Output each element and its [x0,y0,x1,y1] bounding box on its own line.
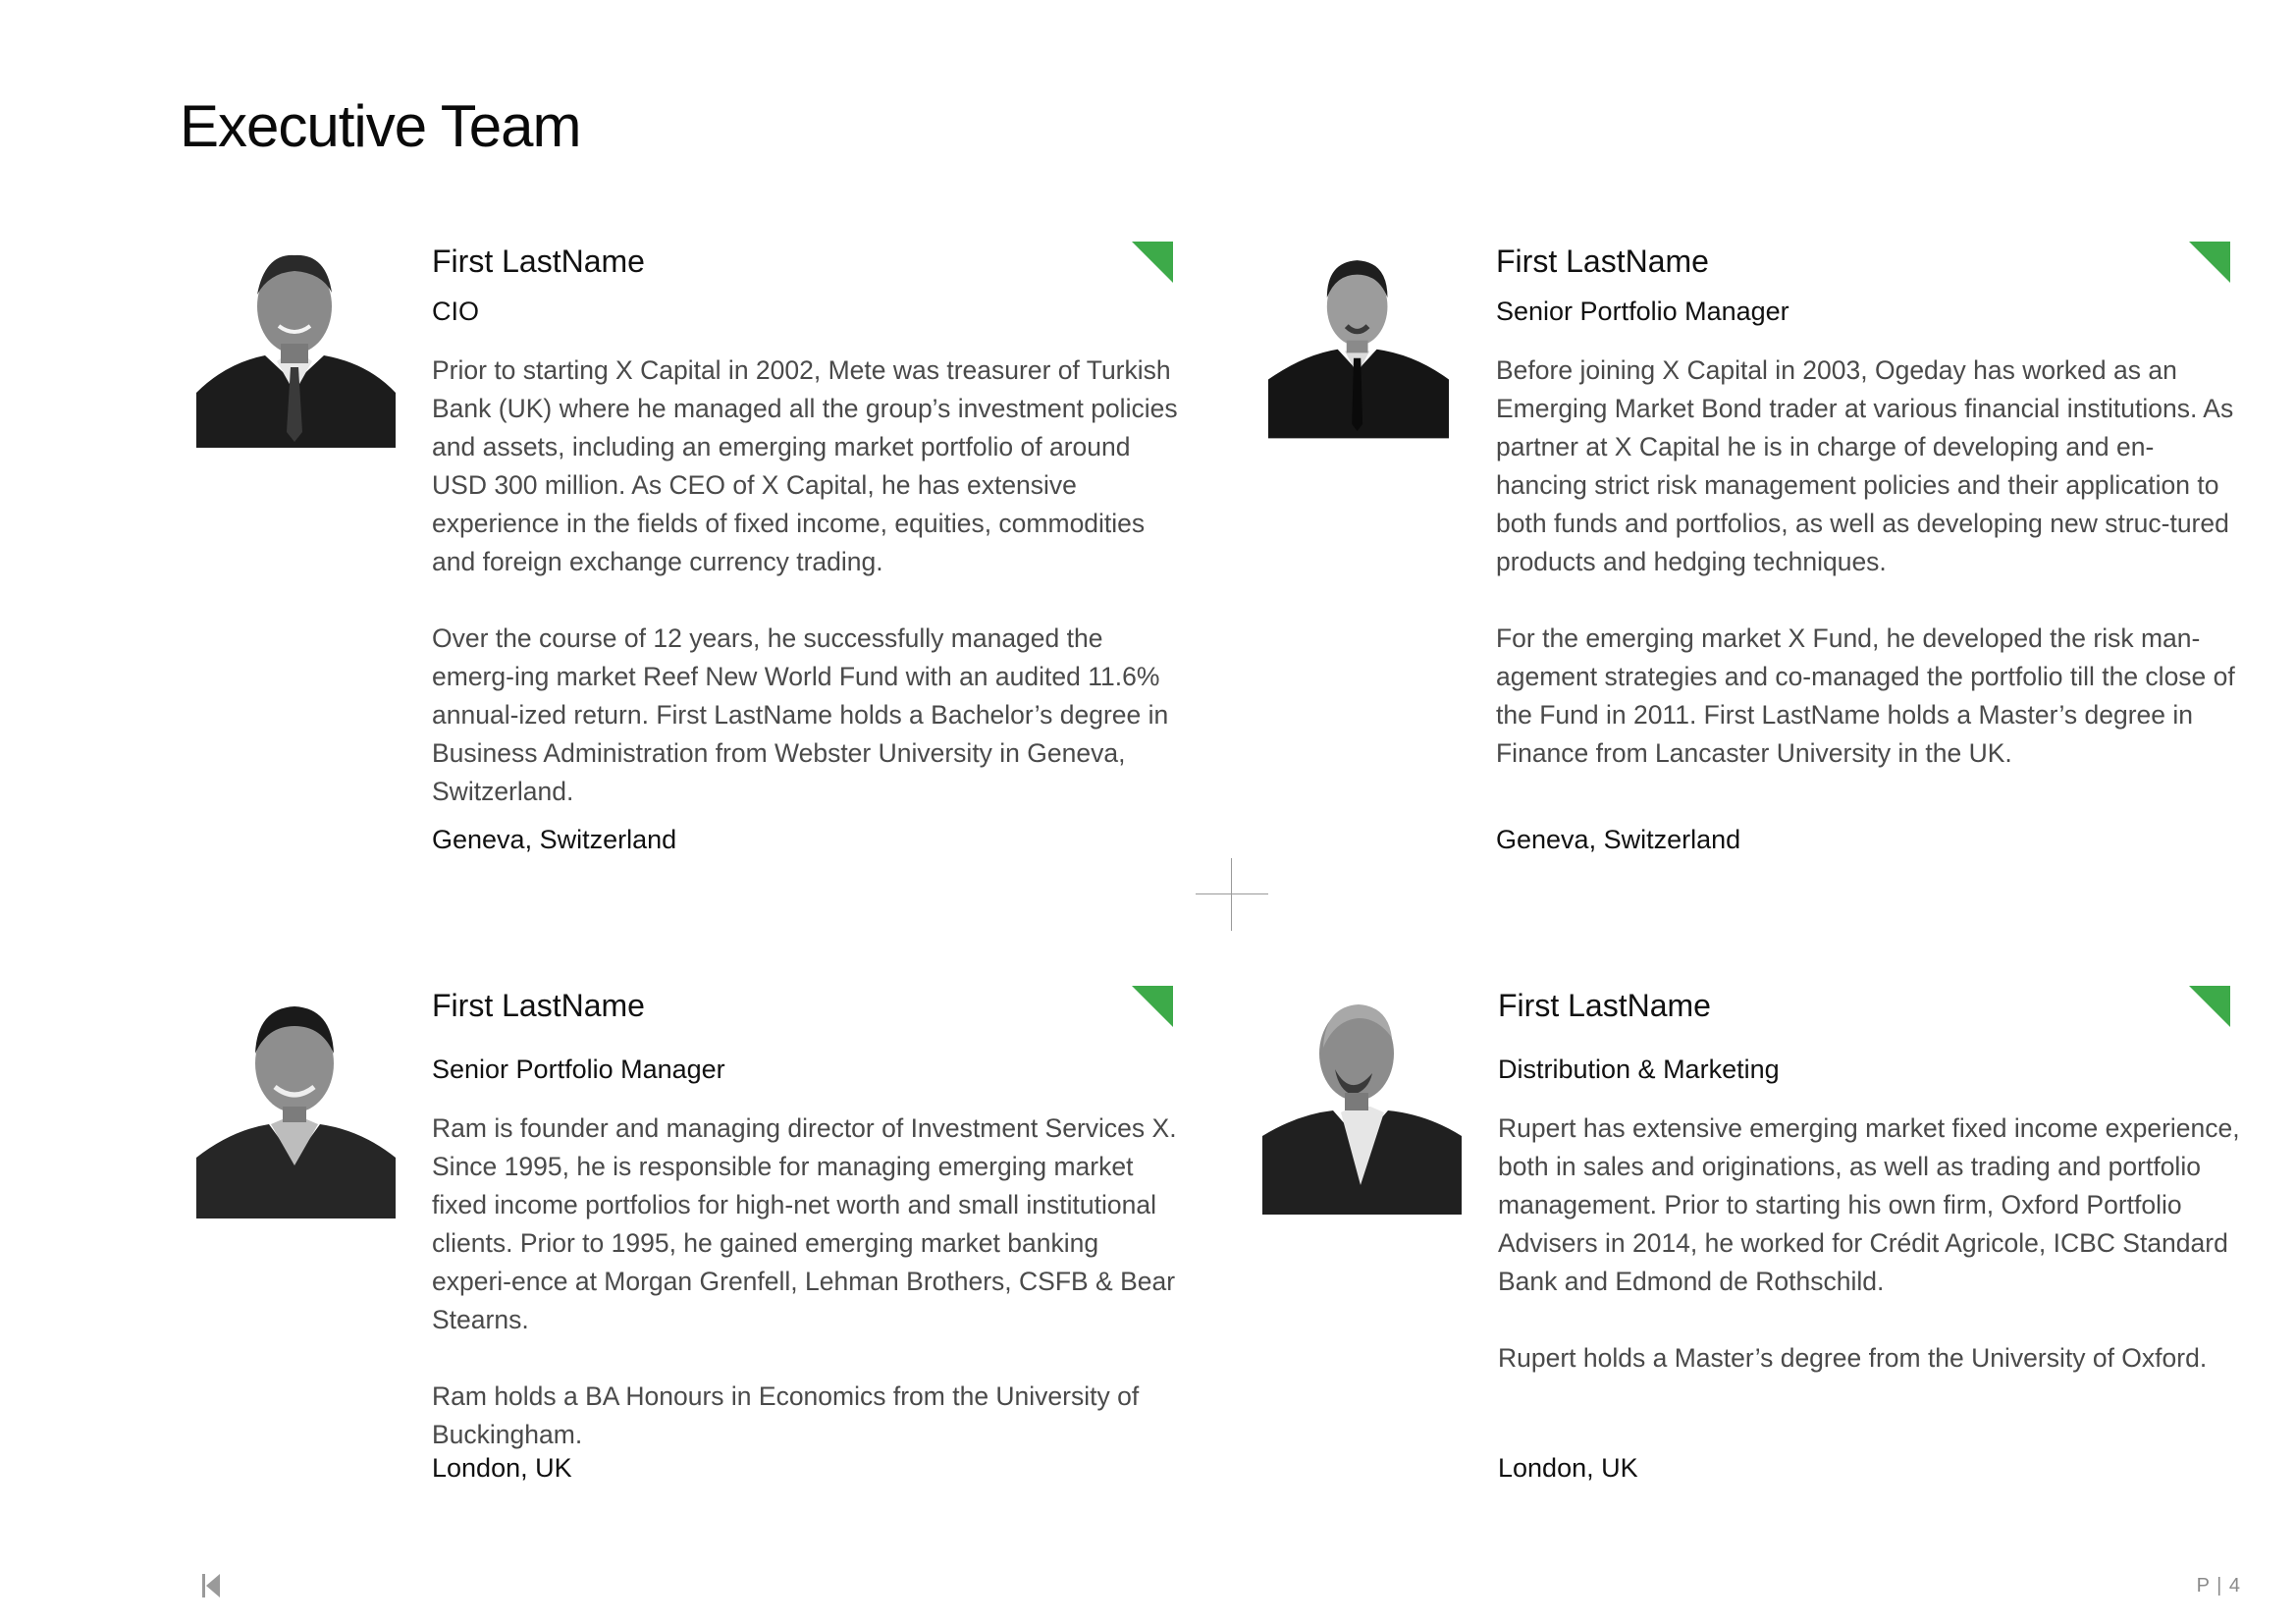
member-name: First LastName [432,988,645,1023]
member-location: London, UK [432,1453,572,1483]
member-name: First LastName [1498,988,1711,1023]
member-bio-paragraph: For the emerging market X Fund, he developed the risk man-agement strategies and co-managed the portfolio till the close of the Fund in 2011. First LastName holds a Master’s degree in Finance from Lancaster University in the UK. [1496,623,2235,768]
member-role: Distribution & Marketing [1498,1055,1780,1084]
team-member-card [1262,986,2264,1496]
team-member-card [196,986,1198,1496]
member-location: London, UK [1498,1453,1638,1483]
portrait-photo [1268,245,1449,448]
team-member-card [196,242,1198,870]
member-location: Geneva, Switzerland [1496,825,1741,854]
portrait-photo [196,245,396,448]
member-name: First LastName [1496,244,1709,279]
member-bio-paragraph: Rupert holds a Master’s degree from the University of Oxford. [1498,1343,2208,1373]
skip-back-icon[interactable] [202,1574,220,1597]
portrait-photo [196,990,396,1221]
member-role: Senior Portfolio Manager [432,1055,725,1084]
member-bio-paragraph: Ram is founder and managing director of Investment Services X. Since 1995, he is responsible for managing emerging market fixed income portfolios for high-net worth and small institutional clients. Prior to 1995, he gained emerging market banking experi-ence at Morgan Grenfell, Lehman Brothers, CSFB & Bear Stearns. [432,1113,1177,1334]
member-location: Geneva, Switzerland [432,825,677,854]
team-member-card [1268,242,2269,870]
member-bio-paragraph: Ram holds a BA Honours in Economics from the University of Buckingham. [432,1381,1140,1449]
member-bio-paragraph: Prior to starting X Capital in 2002, Mete was treasurer of Turkish Bank (UK) where he managed all the group’s investment policies and assets, including an emerging market portfolio of around USD 300 million. As CEO of X Capital, he has extensive experience in the fields of fixed income, equities, commodities and foreign exchange currency trading. [432,355,1178,576]
member-bio-paragraph: Before joining X Capital in 2003, Ogeday has worked as an Emerging Market Bond trader at various financial institutions. As partner at X Capital he is in charge of developing and en-hancing strict risk management policies and their application to both funds and portfolios, as well as developing new struc-tured products and hedging techniques. [1496,355,2234,576]
member-name: First LastName [432,244,645,279]
member-bio-paragraph: Over the course of 12 years, he successfully managed the emerg-ing market Reef New World Fund with an audited 11.6% annual-ized return. First LastName holds a Bachelor’s degree in Business Administration from Webster University in Geneva, Switzerland. [432,623,1169,806]
page-title: Executive Team [180,93,581,159]
portrait-photo [1262,986,1462,1218]
member-role: CIO [432,297,480,326]
member-bio-paragraph: Rupert has extensive emerging market fixed income experience, both in sales and originations, as well as trading and portfolio management. Prior to starting his own firm, Oxford Portfolio Advisers in 2014, he worked for Crédit Agricole, ICBC Standard Bank and Edmond de Rothschild. [1498,1113,2240,1296]
page-number: P | 4 [2196,1575,2241,1597]
member-role: Senior Portfolio Manager [1496,297,1789,326]
crosshair-mark-icon [1196,858,1268,931]
